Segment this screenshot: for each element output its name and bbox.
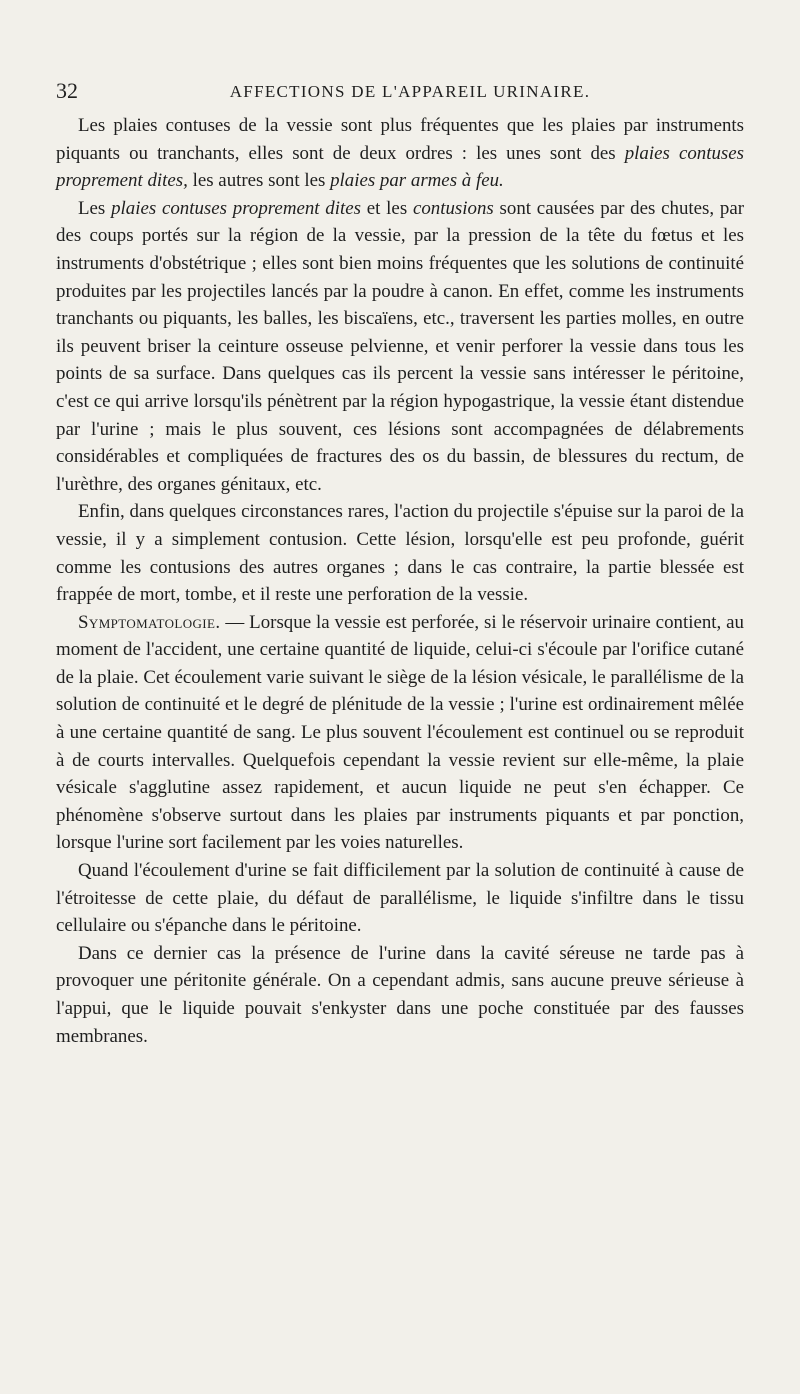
italic-term: contusions: [412, 197, 494, 219]
paragraph: Les plaies contuses proprement dites et les contusions sont causées par des chutes, par des coups portés sur la région de la vessie, par la pression de la tête du fœtus et les instruments d'obstétrique ; elles sont bien moins fréquentes que les solutions de continuité produites par les projectiles lancés par la poudre à canon. En effet, comme les instruments tranchants ou piquants, les balles, les biscaïens, etc., traversent les parties molles, en outre ils peuvent briser la ceinture osseuse pelvienne, et venir perforer la vessie dans tous les points de sa surface. Dans quelques cas ils percent la vessie sans intéresser le péritoine, c'est ce qui arrive lorsqu'ils pénètrent par la région hypogastrique, la vessie étant distendue par l'urine ; mais le plus souvent, ces lésions sont accompagnées de délabrements considérables et compliquées de fractures des os du bassin, de blessures du rectum, de l'urèthre, des organes génitaux, etc.: [56, 197, 745, 495]
paragraph: Quand l'écoulement d'urine se fait difficilement par la solution de continuité à cause de l'étroitesse de cette plaie, du défaut de parallélisme, le liquide s'infiltre dans le tissu cellulaire ou s'épanche dans le péritoine.: [56, 860, 744, 937]
paragraph: Symptomatologie. — Lorsque la vessie est perforée, si le réservoir urinaire contient, au moment de l'accident, une certaine quantité de liquide, celui-ci s'écoule par l'orifice cutané de la plaie. Cet écoulement varie suivant le siège de la lésion vésicale, le parallélisme de la solution de continuité et le degré de plénitude de la vessie ; l'urine est ordinairement mêlée à une certaine quantité de sang. Le plus souvent l'écoulement est continuel ou se reproduit à de courts intervalles. Quelquefois cependant la vessie revient sur elle-même, la plaie vésicale s'agglutine assez rapidement, et aucun liquide ne peut s'en échapper. Ce phénomène s'observe surtout dans les plaies par instruments piquants et par ponction, lorsque l'urine sort facilement par les voies naturelles.: [56, 611, 744, 854]
page-header: [56, 78, 744, 108]
italic-term: plaies par armes à feu.: [330, 170, 504, 192]
paragraph: Les plaies contuses de la vessie sont plus fréquentes que les plaies par instruments piquants ou tranchants, elles sont de deux ordres : les unes sont des plaies contuses proprement dites, les autres sont les plaies par armes à feu.: [56, 115, 744, 192]
section-heading: Symptomatologie.: [78, 611, 221, 633]
body-text: [56, 112, 744, 1050]
italic-term: plaies contuses proprement dites: [111, 197, 361, 219]
page-number: 32: [56, 78, 78, 103]
paragraph: Dans ce dernier cas la présence de l'urine dans la cavité séreuse ne tarde pas à provoquer une péritonite générale. On a cependant admis, sans aucune preuve sérieuse à l'appui, que le liquide pouvait s'enkyster dans une poche constituée par des fausses membranes.: [56, 942, 744, 1047]
italic-term: plaies contuses proprement dites,: [56, 142, 744, 192]
paragraph: Enfin, dans quelques circonstances rares, l'action du projectile s'épuise sur la paroi de la vessie, il y a simplement contusion. Cette lésion, lorsqu'elle est peu profonde, guérit comme les contusions des autres organes ; dans le cas contraire, la partie blessée est frappée de mort, tombe, et il reste une perforation de la vessie.: [56, 501, 744, 606]
running-title: AFFECTIONS DE L'APPAREIL URINAIRE.: [229, 82, 591, 101]
